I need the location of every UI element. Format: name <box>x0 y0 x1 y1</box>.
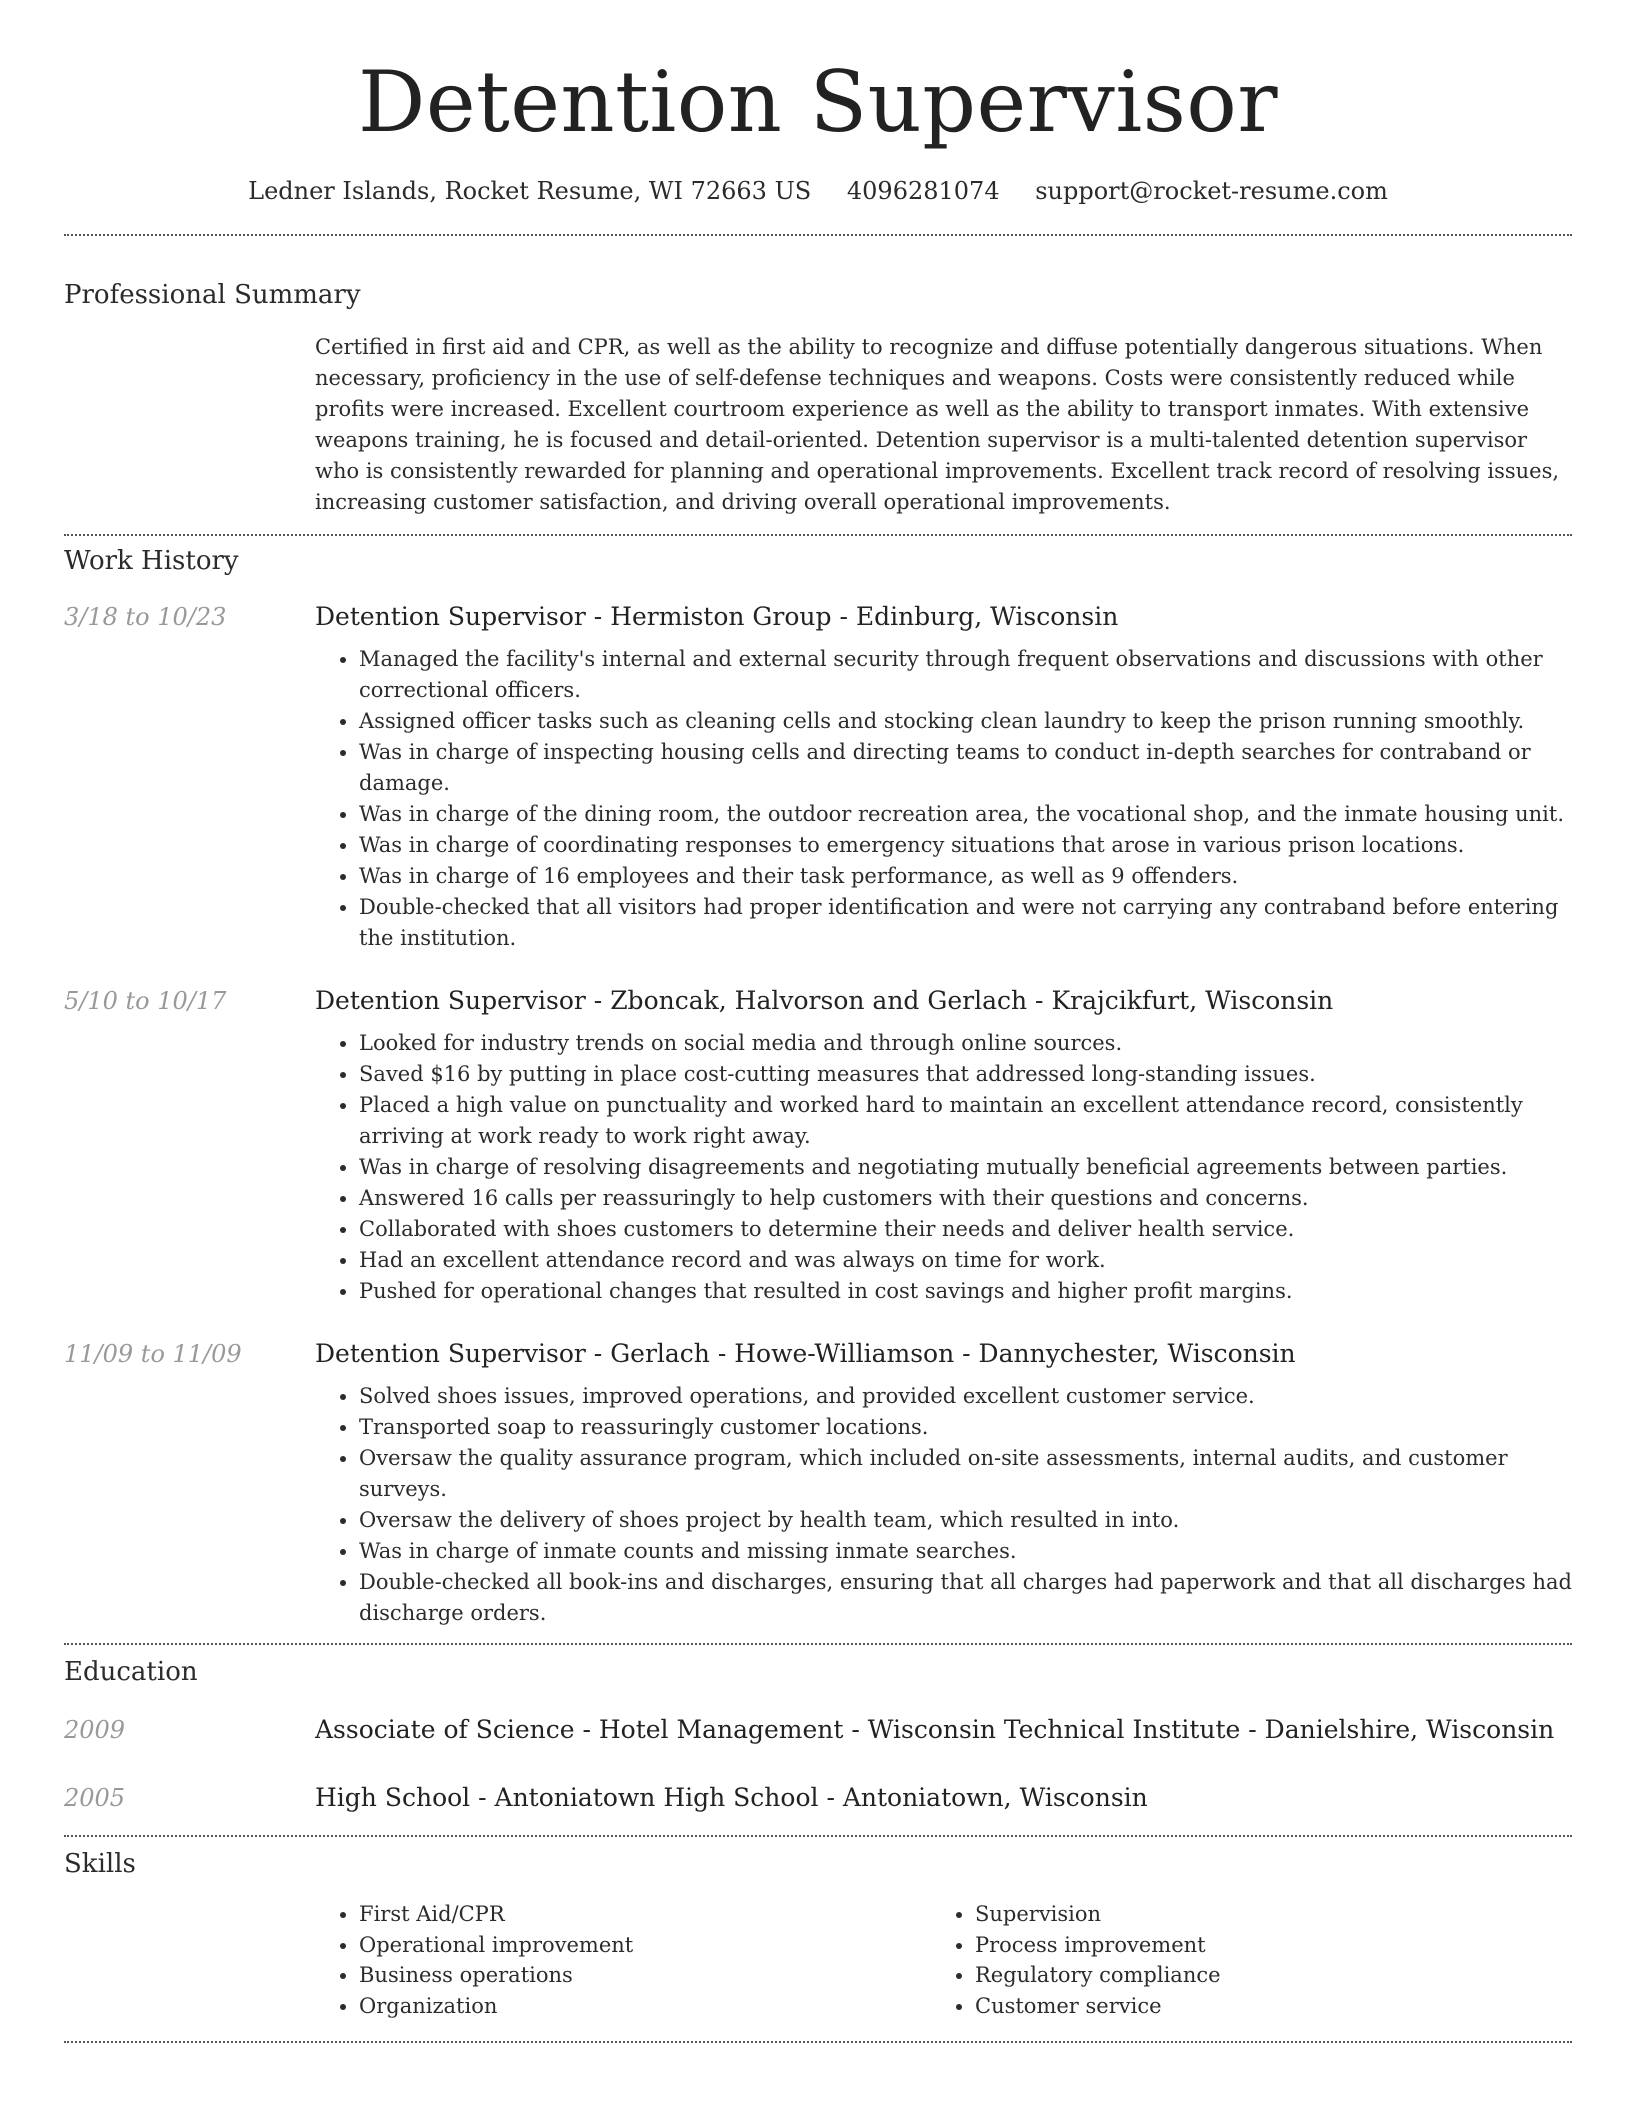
education-heading-text: Associate of Science - Hotel Management - Wisconsin Technical Institute - Danielshire, Wisconsin <box>315 1715 1555 1744</box>
skills-heading: Skills <box>64 1849 136 1879</box>
work-heading: Work History <box>64 546 239 576</box>
job-bullet: • Assigned officer tasks such as cleaning cells and stocking clean laundry to keep the prison running smoothly. <box>359 706 1572 737</box>
skills-section <box>64 1899 1572 2021</box>
job-bullet: • Double-checked that all visitors had proper identification and were not carrying any contraband before entering the institution. <box>359 892 1572 954</box>
job-bullet: • Saved $16 by putting in place cost-cutting measures that addressed long-standing issues. <box>359 1059 1572 1090</box>
job-bullet: • Oversaw the delivery of shoes project by health team, which resulted in into. <box>359 1505 1572 1536</box>
summary-text: Certified in first aid and CPR, as well as the ability to recognize and diffuse potentially dangerous situations. When necessary, proficiency in the use of self-defense techniques and weapons. Costs were consistently reduced while profits were increased. Excellent courtroom experience as well as the ability to transport inmates. With extensive weapons training, he is focused and detail-oriented. Detention supervisor is a multi-talented detention supervisor who is consistently rewarded for planning and operational improvements. Excellent track record of resolving issues, increasing customer satisfaction, and driving overall operational improvements. <box>315 335 1560 514</box>
contact-line <box>64 174 1572 208</box>
job-bullet: • Double-checked all book-ins and discharges, ensuring that all charges had paperwork and that all discharges had discharge orders. <box>359 1567 1572 1629</box>
skill-item: • Regulatory compliance <box>975 1960 1547 1991</box>
education-heading: Education <box>64 1657 198 1687</box>
education-entry <box>64 1713 1572 1747</box>
skill-item: • Operational improvement <box>359 1930 931 1961</box>
job-bullet: • Was in charge of inmate counts and missing inmate searches. <box>359 1536 1572 1567</box>
skill-item: • First Aid/CPR <box>359 1899 931 1930</box>
education-year: 2005 <box>64 1784 126 1812</box>
divider <box>64 1643 1572 1645</box>
job-bullet: • Oversaw the quality assurance program, which included on-site assessments, internal audits, and customer surveys. <box>359 1443 1572 1505</box>
job-entry <box>64 1337 1572 1629</box>
job-bullet: • Answered 16 calls per reassuringly to help customers with their questions and concerns. <box>359 1183 1572 1214</box>
divider <box>64 534 1572 536</box>
contact-address: Ledner Islands, Rocket Resume, WI 72663 US <box>248 177 812 205</box>
job-dates: 3/18 to 10/23 <box>64 603 227 631</box>
resume-page <box>64 0 1572 2043</box>
job-bullet: • Was in charge of inspecting housing cells and directing teams to conduct in-depth searches for contraband or damage. <box>359 737 1572 799</box>
skill-item: • Organization <box>359 1991 931 2022</box>
job-bullet: • Pushed for operational changes that resulted in cost savings and higher profit margins. <box>359 1276 1572 1307</box>
job-bullet: • Was in charge of the dining room, the outdoor recreation area, the vocational shop, and the inmate housing unit. <box>359 799 1572 830</box>
job-bullets <box>315 1381 1572 1629</box>
job-bullet: • Solved shoes issues, improved operations, and provided excellent customer service. <box>359 1381 1572 1412</box>
job-bullet: • Had an excellent attendance record and was always on time for work. <box>359 1245 1572 1276</box>
job-bullet: • Placed a high value on punctuality and worked hard to maintain an excellent attendance record, consistently arriving at work ready to work right away. <box>359 1090 1572 1152</box>
skills-list-right <box>931 1899 1547 2021</box>
skill-item: • Customer service <box>975 1991 1547 2022</box>
skill-item: • Process improvement <box>975 1930 1547 1961</box>
job-bullet: • Was in charge of resolving disagreements and negotiating mutually beneficial agreements between parties. <box>359 1152 1572 1183</box>
education-year: 2009 <box>64 1716 126 1744</box>
job-dates: 11/09 to 11/09 <box>64 1340 242 1368</box>
job-heading: Detention Supervisor - Zboncak, Halvorson and Gerlach - Krajcikfurt, Wisconsin <box>315 986 1334 1015</box>
job-dates: 5/10 to 10/17 <box>64 987 227 1015</box>
job-heading: Detention Supervisor - Gerlach - Howe-Williamson - Dannychester, Wisconsin <box>315 1339 1296 1368</box>
job-bullets <box>315 644 1572 954</box>
job-bullet: • Was in charge of coordinating responses to emergency situations that arose in various prison locations. <box>359 830 1572 861</box>
summary-section <box>64 332 1572 518</box>
divider <box>64 1835 1572 1837</box>
job-heading: Detention Supervisor - Hermiston Group - Edinburg, Wisconsin <box>315 602 1119 631</box>
education-heading-text: High School - Antoniatown High School - Antoniatown, Wisconsin <box>315 1783 1148 1812</box>
summary-heading: Professional Summary <box>64 280 361 310</box>
job-bullet: • Collaborated with shoes customers to determine their needs and deliver health service. <box>359 1214 1572 1245</box>
job-bullet: • Looked for industry trends on social media and through online sources. <box>359 1028 1572 1059</box>
education-entry <box>64 1781 1572 1815</box>
job-bullet: • Was in charge of 16 employees and their task performance, as well as 9 offenders. <box>359 861 1572 892</box>
skill-item: • Business operations <box>359 1960 931 1991</box>
skills-list-left <box>315 1899 931 2021</box>
contact-phone: 4096281074 <box>846 177 1000 205</box>
contact-email: support@rocket-resume.com <box>1035 177 1388 205</box>
job-entry <box>64 600 1572 954</box>
skill-item: • Supervision <box>975 1899 1547 1930</box>
job-entry <box>64 984 1572 1307</box>
job-bullet: • Managed the facility's internal and external security through frequent observations and discussions with other correctional officers. <box>359 644 1572 706</box>
job-bullets <box>315 1028 1572 1307</box>
resume-name: Detention Supervisor <box>357 53 1279 151</box>
job-bullet: • Transported soap to reassuringly customer locations. <box>359 1412 1572 1443</box>
divider <box>64 234 1572 236</box>
divider <box>64 2041 1572 2043</box>
